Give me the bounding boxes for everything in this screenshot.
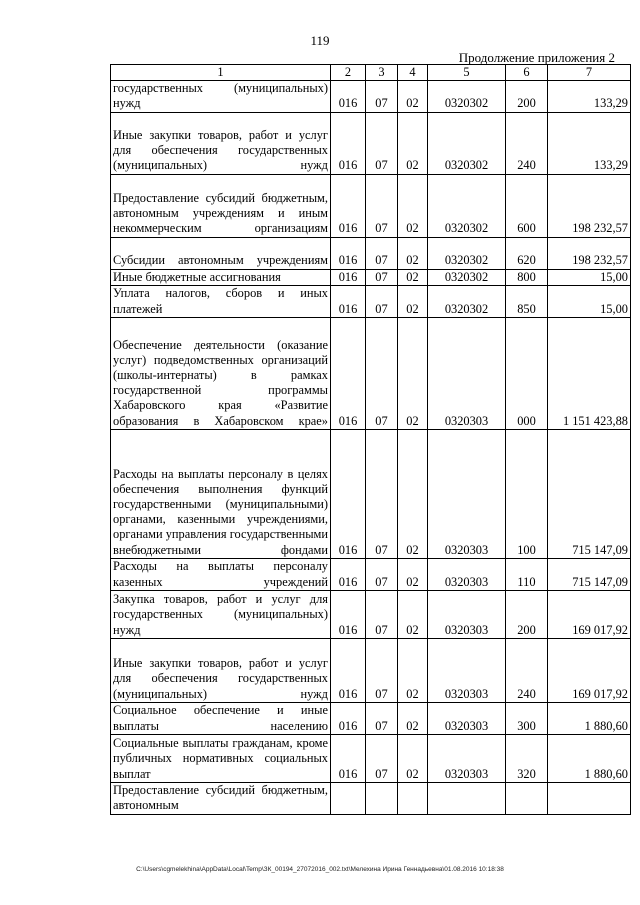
page-number: 119 (310, 33, 330, 48)
row-code-5: 0320302 (428, 174, 506, 237)
row-sum: 1 880,60 (548, 734, 631, 782)
row-code-5: 0320303 (428, 734, 506, 782)
row-code-2: 016 (331, 174, 366, 237)
table-row (111, 638, 631, 702)
row-code-3: 07 (366, 558, 398, 590)
row-sum: 1 151 423,88 (548, 317, 631, 429)
row-sum: 715 147,09 (548, 429, 631, 558)
row-name: Иные закупки товаров, работ и услуг для обеспечения государственных (муниципальных) нужд (111, 112, 331, 174)
row-name: Закупка товаров, работ и услуг для государственных (муниципальных) нужд (111, 590, 331, 638)
row-code-5: 0320303 (428, 558, 506, 590)
row-code-5: 0320303 (428, 590, 506, 638)
row-code-6 (506, 782, 548, 814)
row-code-2: 016 (331, 590, 366, 638)
row-code-6: 100 (506, 429, 548, 558)
row-code-2: 016 (331, 237, 366, 269)
row-code-4: 02 (398, 237, 428, 269)
row-code-6: 800 (506, 269, 548, 285)
row-name: Уплата налогов, сборов и иных платежей (111, 285, 331, 317)
row-sum: 715 147,09 (548, 558, 631, 590)
table-row (111, 285, 631, 317)
row-code-5: 0320302 (428, 269, 506, 285)
row-code-5: 0320303 (428, 429, 506, 558)
column-header: 7 (548, 65, 631, 81)
table-row (111, 702, 631, 734)
row-code-4 (398, 782, 428, 814)
row-code-3: 07 (366, 81, 398, 112)
row-code-6: 600 (506, 174, 548, 237)
row-sum: 1 880,60 (548, 702, 631, 734)
row-name: Социальное обеспечение и иные выплаты населению (111, 702, 331, 734)
row-code-2 (331, 782, 366, 814)
row-code-2: 016 (331, 429, 366, 558)
row-sum: 169 017,92 (548, 590, 631, 638)
table-row (111, 174, 631, 237)
row-code-6: 110 (506, 558, 548, 590)
row-sum (548, 782, 631, 814)
row-code-3: 07 (366, 429, 398, 558)
row-code-2: 016 (331, 81, 366, 112)
row-sum: 133,29 (548, 112, 631, 174)
row-code-2: 016 (331, 638, 366, 702)
row-code-4: 02 (398, 590, 428, 638)
row-code-2: 016 (331, 317, 366, 429)
column-header: 4 (398, 65, 428, 81)
row-code-4: 02 (398, 638, 428, 702)
row-code-2: 016 (331, 702, 366, 734)
row-code-5: 0320303 (428, 702, 506, 734)
budget-table (110, 64, 631, 815)
continuation-label: Продолжение приложения 2 (458, 50, 615, 65)
row-name: государственных (муниципальных) нужд (111, 81, 331, 112)
row-code-5: 0320302 (428, 285, 506, 317)
row-code-6: 000 (506, 317, 548, 429)
row-code-3: 07 (366, 734, 398, 782)
row-code-5: 0320302 (428, 112, 506, 174)
row-code-5 (428, 782, 506, 814)
row-code-6: 200 (506, 81, 548, 112)
row-sum: 198 232,57 (548, 174, 631, 237)
row-name: Иные бюджетные ассигнования (111, 269, 331, 285)
table-row (111, 558, 631, 590)
row-code-6: 850 (506, 285, 548, 317)
row-name: Обеспечение деятельности (оказание услуг) подведомственных организаций (школы-интернаты) в рамках государственной программы Хабаровского края «Развитие образования в Хабаровском крае» (111, 317, 331, 429)
row-code-6: 200 (506, 590, 548, 638)
row-code-4: 02 (398, 285, 428, 317)
row-code-2: 016 (331, 112, 366, 174)
row-name: Предоставление субсидий бюджетным, автономным (111, 782, 331, 814)
row-code-4: 02 (398, 81, 428, 112)
row-code-6: 300 (506, 702, 548, 734)
row-name: Субсидии автономным учреждениям (111, 237, 331, 269)
row-sum: 169 017,92 (548, 638, 631, 702)
row-code-5: 0320302 (428, 81, 506, 112)
row-code-3: 07 (366, 237, 398, 269)
row-sum: 15,00 (548, 269, 631, 285)
table-row (111, 269, 631, 285)
table-row (111, 237, 631, 269)
row-name: Предоставление субсидий бюджетным, автономным учреждениям и иным некоммерческим организациям (111, 174, 331, 237)
row-code-4: 02 (398, 702, 428, 734)
row-name: Иные закупки товаров, работ и услуг для обеспечения государственных (муниципальных) нужд (111, 638, 331, 702)
row-code-3: 07 (366, 702, 398, 734)
row-sum: 15,00 (548, 285, 631, 317)
row-name: Расходы на выплаты персоналу казенных учреждений (111, 558, 331, 590)
column-header: 6 (506, 65, 548, 81)
row-sum: 133,29 (548, 81, 631, 112)
file-path-footer: C:\Users\cgmelekhina\AppData\Local\Temp\ЗК_00194_27072016_002.txt\Мелехина Ирина Геннадьевна\01.08.2016 10:18:38 (136, 866, 504, 873)
row-code-6: 240 (506, 638, 548, 702)
row-name: Расходы на выплаты персоналу в целях обеспечения выполнения функций государственными (муниципальными) органами, казенными учреждениями, органами управления государственными внебюджетными фондами (111, 429, 331, 558)
row-code-5: 0320303 (428, 317, 506, 429)
column-header: 3 (366, 65, 398, 81)
row-code-3: 07 (366, 638, 398, 702)
row-code-3 (366, 782, 398, 814)
row-code-4: 02 (398, 734, 428, 782)
row-code-2: 016 (331, 269, 366, 285)
row-code-5: 0320303 (428, 638, 506, 702)
row-code-4: 02 (398, 174, 428, 237)
row-code-3: 07 (366, 269, 398, 285)
table-row (111, 734, 631, 782)
row-code-6: 620 (506, 237, 548, 269)
table-header-row (111, 65, 631, 81)
row-code-6: 240 (506, 112, 548, 174)
row-code-4: 02 (398, 112, 428, 174)
row-code-3: 07 (366, 112, 398, 174)
table-row (111, 317, 631, 429)
row-code-2: 016 (331, 734, 366, 782)
table-row (111, 81, 631, 112)
row-name: Социальные выплаты гражданам, кроме публичных нормативных социальных выплат (111, 734, 331, 782)
table-row (111, 782, 631, 814)
table-row (111, 590, 631, 638)
row-code-3: 07 (366, 317, 398, 429)
column-header: 2 (331, 65, 366, 81)
row-sum: 198 232,57 (548, 237, 631, 269)
table-row (111, 112, 631, 174)
table-row (111, 429, 631, 558)
row-code-3: 07 (366, 174, 398, 237)
row-code-4: 02 (398, 317, 428, 429)
row-code-3: 07 (366, 285, 398, 317)
row-code-3: 07 (366, 590, 398, 638)
row-code-4: 02 (398, 429, 428, 558)
row-code-2: 016 (331, 285, 366, 317)
row-code-5: 0320302 (428, 237, 506, 269)
column-header: 5 (428, 65, 506, 81)
row-code-4: 02 (398, 558, 428, 590)
column-header: 1 (111, 65, 331, 81)
row-code-2: 016 (331, 558, 366, 590)
row-code-4: 02 (398, 269, 428, 285)
row-code-6: 320 (506, 734, 548, 782)
